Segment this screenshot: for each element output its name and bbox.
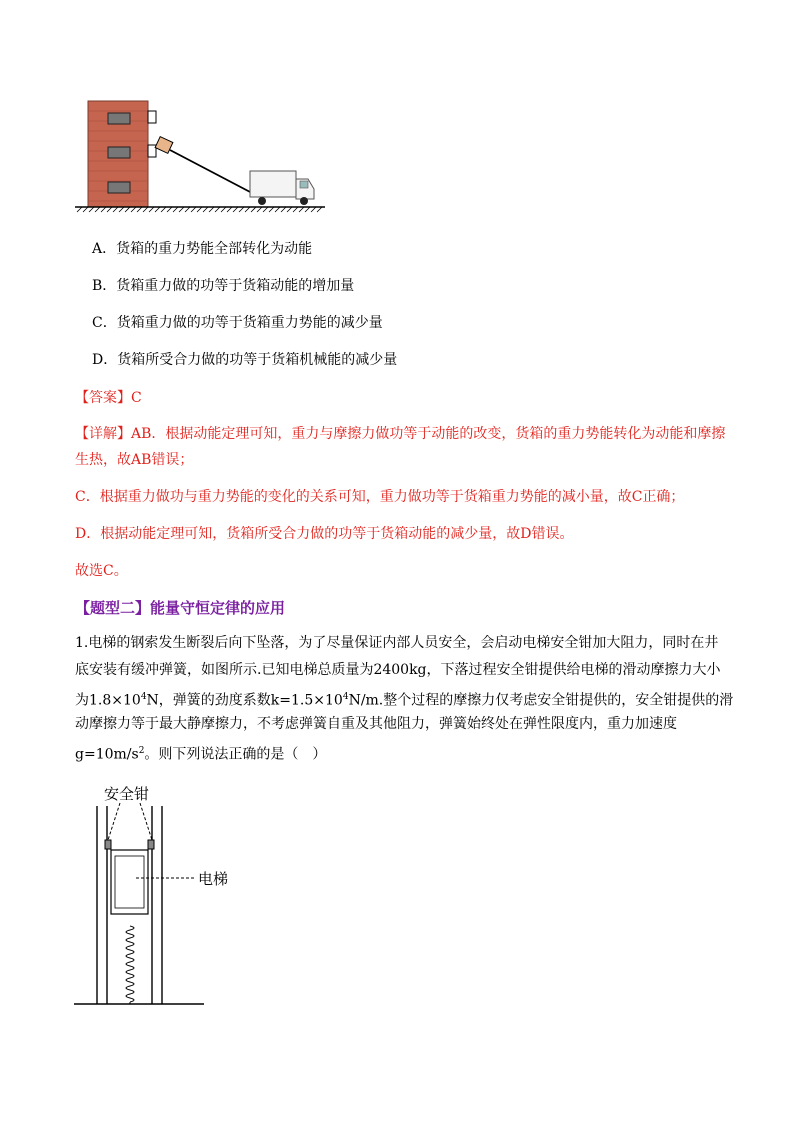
gravity-value: g=10m/s: [75, 746, 139, 763]
question-line-3: [75, 687, 733, 711]
exponent: 2: [138, 746, 145, 756]
question-line-5-rest: 。则下列说法正确的是（ ）: [144, 746, 327, 763]
question-line-3-rest: N/m.整个过程的摩擦力仅考虑安全钳提供的，安全钳提供的滑: [348, 692, 734, 709]
explanation-line-1: 【详解】AB．根据动能定理可知，重力与摩擦力做功等于动能的改变，货箱的重力势能转化为动能和摩擦: [75, 426, 726, 442]
option-d: D．货箱所受合力做的功等于货箱机械能的减少量: [92, 352, 398, 368]
building-truck-figure: [70, 95, 330, 215]
explanation-line-2: 生热，故AB错误；: [75, 452, 194, 468]
elevator-shaft-figure: [70, 800, 210, 1010]
section-title: 【题型二】能量守恒定律的应用: [75, 599, 286, 617]
exponent: 4: [342, 692, 349, 702]
option-b: B．货箱重力做的功等于货箱动能的增加量: [92, 278, 355, 294]
question-spring-text: N，弹簧的劲度系数k=1.5×10: [146, 692, 343, 709]
clamp-label: 安全钳: [104, 785, 150, 803]
option-c: C．货箱重力做的功等于货箱重力势能的减少量: [92, 315, 383, 331]
elevator-label: 电梯: [198, 870, 229, 888]
question-force-value: 为1.8×10: [75, 692, 141, 709]
question-line-2: 底安装有缓冲弹簧，如图所示.已知电梯总质量为2400kg，下落过程安全钳提供给电梯的滑动摩擦力大小: [75, 662, 721, 678]
exponent: 4: [140, 692, 147, 702]
question-line-1: 1.电梯的钢索发生断裂后向下坠落，为了尽量保证内部人员安全，会启动电梯安全钳加大阻力，同时在井: [75, 635, 719, 651]
question-line-4: 动摩擦力等于最大静摩擦力，不考虑弹簧自重及其他阻力，弹簧始终处在弹性限度内，重力加速度: [75, 716, 677, 732]
answer: 【答案】C: [75, 390, 142, 406]
question-line-5: [75, 741, 326, 765]
explanation-line-3: C．根据重力做功与重力势能的变化的关系可知，重力做功等于货箱重力势能的减小量，故C正确；: [75, 489, 685, 505]
explanation-line-5: 故选C。: [75, 563, 128, 579]
option-a: A．货箱的重力势能全部转化为动能: [92, 241, 313, 257]
explanation-line-4: D．根据动能定理可知，货箱所受合力做的功等于货箱动能的减少量，故D错误。: [75, 526, 574, 542]
